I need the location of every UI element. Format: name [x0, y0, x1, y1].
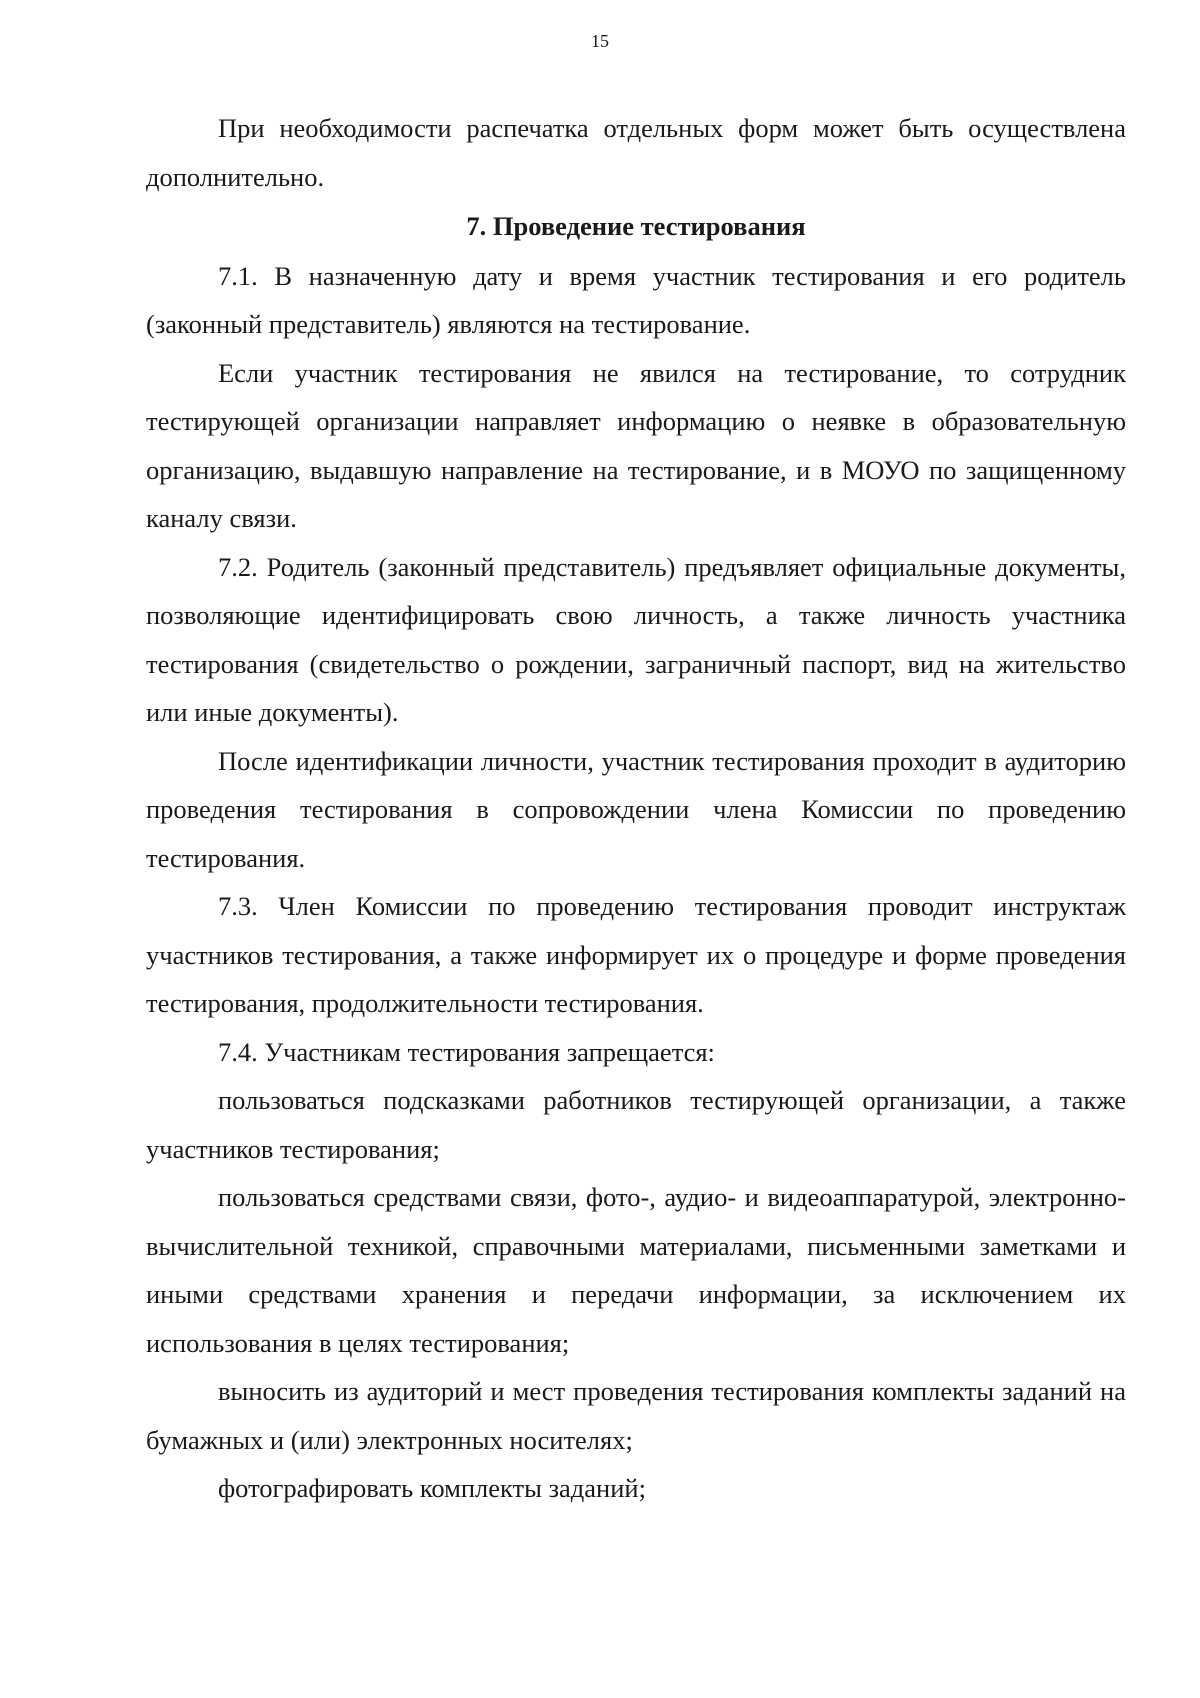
- section-heading: 7. Проведение тестирования: [466, 211, 806, 241]
- paragraph-7-2: 7.2. Родитель (законный представитель) предъявляет официальные документы, позволяющие идентифицировать свою личность, а также личность участника тестирования (свидетельство о рождении, заграничный паспорт, вид на жительство или иные документы).: [146, 551, 1126, 727]
- prohibition-item: выносить из аудиторий и мест проведения тестирования комплекты заданий на бумажных и (или) электронных носителях;: [146, 1376, 1126, 1455]
- paragraph-7-3: 7.3. Член Комиссии по проведению тестирования проводит инструктаж участников тестирования, а также информирует их о процедуре и форме проведения тестирования, продолжительности тестирования.: [146, 891, 1126, 1018]
- paragraph-7-1: 7.1. В назначенную дату и время участник тестирования и его родитель (законный представитель) являются на тестирование.: [146, 260, 1126, 339]
- paragraph-print-forms: При необходимости распечатка отдельных форм может быть осуществлена дополнительно.: [146, 113, 1126, 192]
- prohibition-item: пользоваться средствами связи, фото-, аудио- и видеоаппаратурой, электронно-вычислительной техникой, справочными материалами, письменными заметками и иными средствами хранения и передачи информации, за исключением их использования в целях тестирования;: [146, 1182, 1126, 1358]
- document-body: [146, 104, 1126, 1513]
- page-number: 15: [591, 31, 609, 51]
- prohibition-item: пользоваться подсказками работников тестирующей организации, а также участников тестирования;: [146, 1085, 1126, 1164]
- paragraph-7-4: 7.4. Участникам тестирования запрещается:: [218, 1036, 715, 1067]
- paragraph-no-show: Если участник тестирования не явился на тестирование, то сотрудник тестирующей организации направляет информацию о неявке в образовательную организацию, выдавшую направление на тестирование, и в МОУО по защищенному каналу связи.: [146, 357, 1126, 533]
- prohibition-item: фотографировать комплекты заданий;: [218, 1473, 646, 1503]
- paragraph-after-identification: После идентификации личности, участник тестирования проходит в аудиторию проведения тестирования в сопровождении члена Комиссии по проведению тестирования.: [146, 745, 1126, 873]
